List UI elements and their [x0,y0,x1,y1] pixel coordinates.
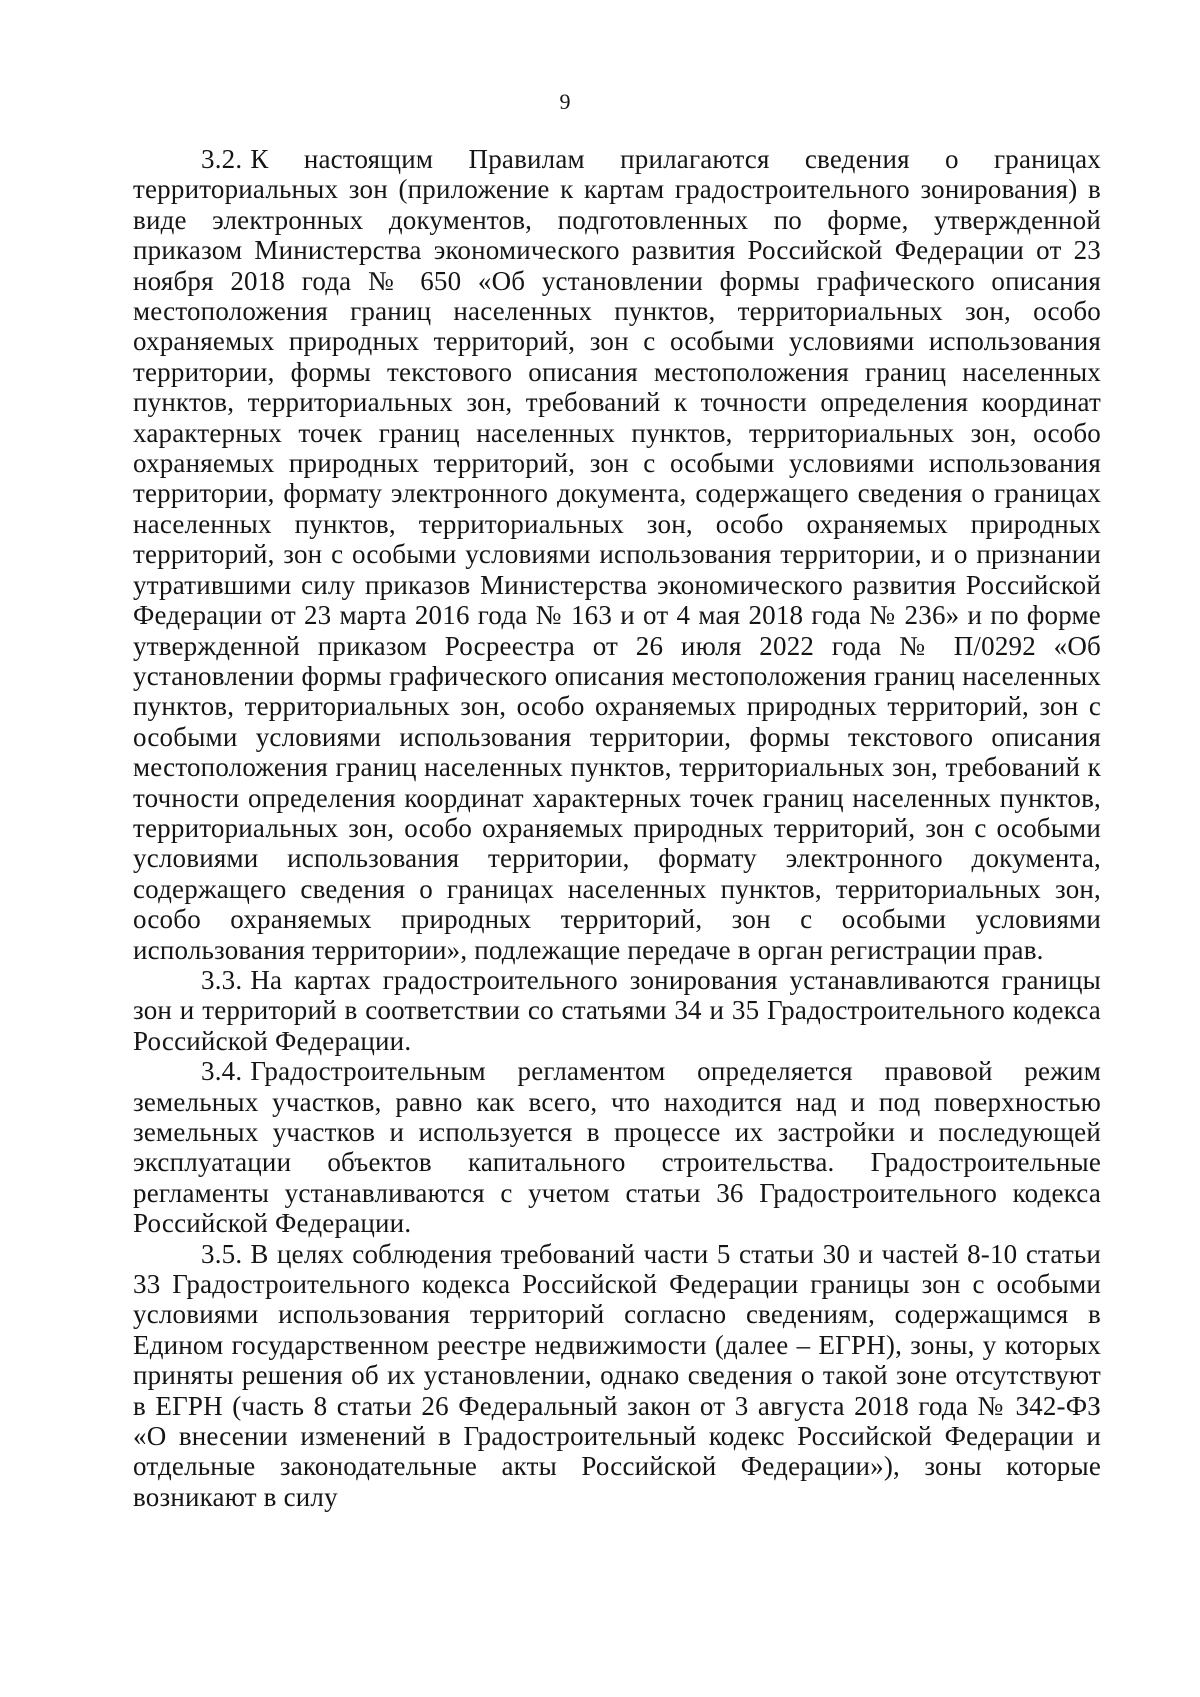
paragraph-3-5 [133,1239,1101,1513]
paragraph-text: На картах градостроительного зонирования устанавливаются границы зон и территорий в соответствии со статьями 34 и 35 Градостроительного кодекса Российской Федерации. [133,964,1101,1056]
paragraph-3-3 [133,965,1101,1056]
page-number: 9 [559,89,571,114]
paragraph-3-2 [133,144,1101,965]
paragraph-number: 3.2. [201,144,243,174]
paragraph-text: К настоящим Правилам прилагаются сведения о границах территориальных зон (приложение к картам градостроительного зонирования) в виде электронных документов, подготовленных по форме, утвержденной приказом Министерства экономического развития Российской Федерации от 23 ноября 2018 года № 650 «Об установлении формы графического описания местоположения границ населенных пунктов, территориальных зон, особо охраняемых природных территорий, зон с особыми условиями использования территории, формы текстового описания местоположения границ населенных пунктов, территориальных зон, требований к точности определения координат характерных точек границ населенных пунктов, территориальных зон, особо охраняемых природных территорий, зон с особыми условиями использования территории, формату электронного документа, содержащего сведения о границах населенных пунктов, территориальных зон, особо охраняемых природных территорий, зон с особыми условиями использования территории, и о признании утратившими силу приказов Министерства экономического развития Российской Федерации от 23 марта 2016 года № 163 и от 4 мая 2018 года № 236» и по форме утвержденной приказом Росреестра от 26 июля 2022 года № П/0292 «Об установлении формы графического описания местоположения границ населенных пунктов, территориальных зон, особо охраняемых природных территорий, зон с особыми условиями использования территории, формы текстового описания местоположения границ населенных пунктов, территориальных зон, требований к точности определения координат характерных точек границ населенных пунктов, территориальных зон, особо охраняемых природных территорий, зон с особыми условиями использования территории, формату электронного документа, содержащего сведения о границах населенных пунктов, территориальных зон, особо охраняемых природных территорий, зон с особыми условиями использования территории», подлежащие передаче в орган регистрации прав. [133,144,1101,965]
paragraph-text: Градостроительным регламентом определяется правовой режим земельных участков, равно как всего, что находится над и под поверхностью земельных участков и используется в процессе их застройки и последующей эксплуатации объектов капитального строительства. Градостроительные регламенты устанавливаются с учетом статьи 36 Градостроительного кодекса Российской Федерации. [133,1056,1101,1239]
paragraph-number: 3.5. [201,1238,243,1269]
paragraph-text: В целях соблюдения требований части 5 статьи 30 и частей 8-10 статьи 33 Градостроительного кодекса Российской Федерации границы зон с особыми условиями использования территорий согласно сведениям, содержащимся в Едином государственном реестре недвижимости (далее – ЕГРН), зоны, у которых приняты решения об их установлении, однако сведения о такой зоне отсутствуют в ЕГРН (часть 8 статьи 26 Федеральный закон от 3 августа 2018 года № 342-ФЗ «О внесении изменений в Градостроительный кодекс Российской Федерации и отдельные законодательные акты Российской Федерации»), зоны которые возникают в силу [133,1238,1101,1512]
paragraph-number: 3.4. [201,1056,243,1087]
paragraph-3-4 [133,1056,1101,1238]
document-body [133,144,1101,1512]
paragraph-number: 3.3. [201,964,243,995]
